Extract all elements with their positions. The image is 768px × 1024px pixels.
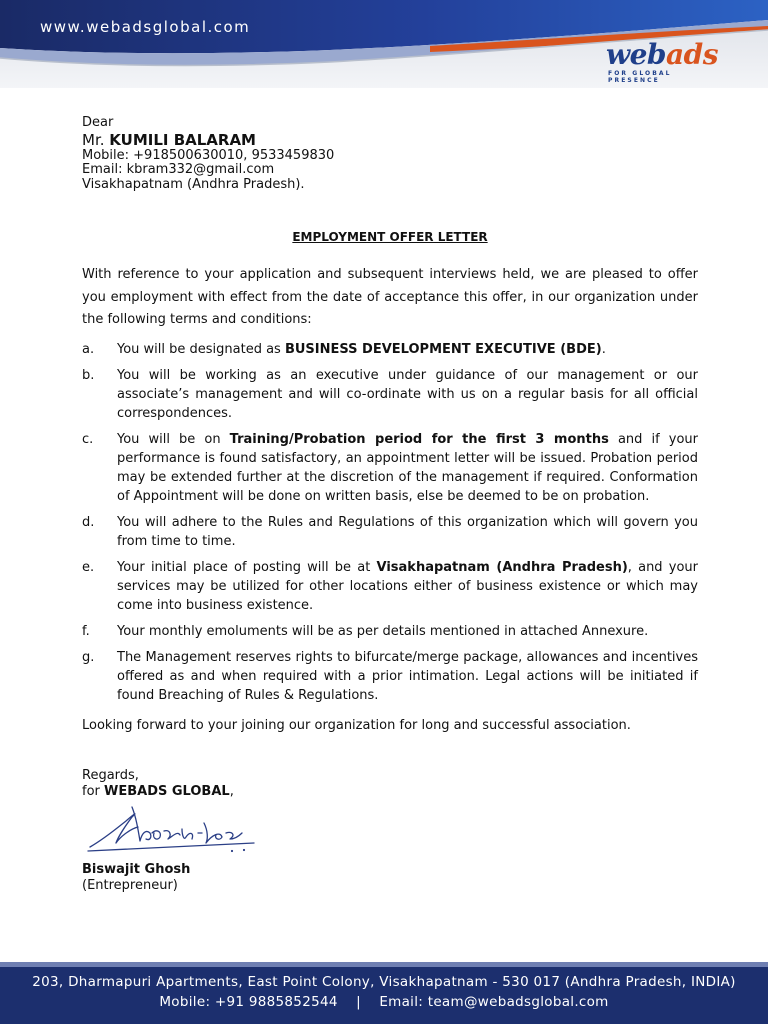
recipient-title: Mr.: [82, 130, 105, 149]
term-marker: a.: [82, 342, 95, 357]
term-marker: c.: [82, 432, 94, 447]
term-marker: f.: [82, 624, 90, 639]
terms-list: [82, 340, 698, 712]
term-text-pre: You will be working as an executive under guidance of our management or our associate’s management and will co-ordinate with us on a regular basis for all official correspondences.: [117, 368, 698, 421]
term-item: [82, 340, 698, 359]
term-marker: e.: [82, 560, 95, 575]
term-text: [117, 558, 698, 615]
term-item: [82, 513, 698, 551]
term-text-post: and if your performance is found satisfactory, an appointment letter will be issued. Probation period may be extended further at the discretion of the management if required. Conformation of Appointment will be done on written basis, else be deemed to be on probation.: [117, 432, 698, 504]
for-suffix: ,: [229, 784, 234, 799]
handwritten-signature: [86, 803, 261, 858]
term-marker: b.: [82, 368, 95, 383]
term-text-pre: Your monthly emoluments will be as per details mentioned in attached Annexure.: [117, 624, 649, 639]
for-company-line: [82, 784, 234, 800]
term-text-post: , and your services may be utilized for other locations either of business existence or which may come into business existence.: [117, 560, 698, 613]
signer-name: [82, 862, 190, 878]
logo-wordmark: [606, 40, 718, 70]
term-text: [117, 622, 698, 641]
term-text-bold: Training/Probation period for the first 3 months: [229, 432, 609, 447]
recipient-name: KUMILI BALARAM: [109, 130, 256, 149]
recipient-block: [82, 116, 698, 192]
term-text-bold: BUSINESS DEVELOPMENT EXECUTIVE (BDE): [284, 342, 602, 357]
footer-address: 203, Dharmapuri Apartments, East Point Colony, Visakhapatnam - 530 017 (Andhra Pradesh, INDIA): [32, 974, 736, 990]
term-text-post: .: [601, 342, 606, 357]
letter-subject: EMPLOYMENT OFFER LETTER: [292, 230, 488, 244]
term-text: [117, 340, 698, 359]
intro-paragraph: With reference to your application and subsequent interviews held, we are pleased to offer you employment with effect from the date of acceptance this offer, in our organization under the following terms and conditions:: [82, 267, 698, 327]
term-text-bold: Visakhapatnam (Andhra Pradesh): [376, 560, 628, 575]
webads-logo: [606, 40, 726, 82]
closing-paragraph: Looking forward to your joining our organization for long and successful association.: [82, 718, 631, 733]
recipient-email: Email: kbram332@gmail.com: [82, 162, 275, 177]
company-name: WEBADS GLOBAL: [104, 784, 230, 799]
signoff-block: [82, 768, 234, 800]
signer-block: [82, 862, 190, 894]
term-text-pre: You will be on: [117, 432, 230, 447]
footer-stripe: [0, 962, 768, 967]
signer-title: (Entrepreneur): [82, 878, 178, 893]
term-item: [82, 430, 698, 506]
term-text-pre: You will adhere to the Rules and Regulations of this organization which will govern you from time to time.: [117, 515, 698, 549]
term-item: [82, 622, 698, 641]
signer-name-text: Biswajit Ghosh: [82, 862, 191, 877]
letterhead-footer: [0, 962, 768, 1024]
logo-word-ads: ads: [666, 38, 718, 71]
footer-contact: Mobile: +91 9885852544 | Email: team@webadsglobal.com: [159, 994, 609, 1010]
logo-tagline: FOR GLOBAL PRESENCE: [608, 70, 672, 84]
website-url[interactable]: www.webadsglobal.com: [40, 18, 251, 36]
salutation: Dear: [82, 115, 114, 130]
recipient-name-line: [82, 131, 698, 149]
term-marker: g.: [82, 650, 95, 665]
term-item: [82, 558, 698, 615]
term-text-pre: The Management reserves rights to bifurcate/merge package, allowances and incentives offered as and when required with a prior intimation. Legal actions will be initiated if found Breaching of Rules & Regulations.: [117, 650, 698, 703]
term-text: [117, 366, 698, 423]
term-item: [82, 648, 698, 705]
term-item: [82, 366, 698, 423]
recipient-location: Visakhapatnam (Andhra Pradesh).: [82, 176, 305, 192]
term-text: [117, 513, 698, 551]
regards-text: Regards,: [82, 768, 139, 783]
for-prefix: for: [82, 784, 105, 799]
term-text-pre: Your initial place of posting will be at: [117, 560, 377, 575]
term-text: [117, 648, 698, 705]
term-text: [117, 430, 698, 506]
term-marker: d.: [82, 515, 95, 530]
logo-word-web: web: [606, 38, 666, 71]
recipient-mobile: Mobile: +918500630010, 9533459830: [82, 147, 335, 163]
term-text-pre: You will be designated as: [117, 342, 285, 357]
letterhead-header: [0, 0, 768, 100]
